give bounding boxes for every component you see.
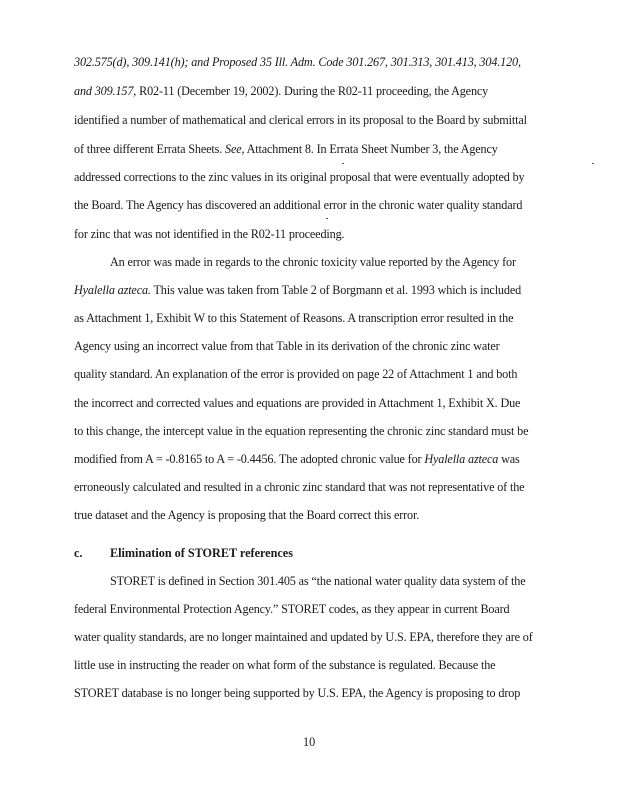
citation-italic: and 309.157, xyxy=(74,84,137,98)
paragraph-1-line-4: of three different Errata Sheets. See, Attachment 8. In Errata Sheet Number 3, the Agency xyxy=(74,142,498,156)
paragraph-3-line-4: little use in instructing the reader on what form of the substance is regulated. Because the xyxy=(74,658,496,672)
paragraph-3-line-2: federal Environmental Protection Agency.” STORET codes, as they appear in current Board xyxy=(74,602,510,616)
paragraph-2-line-4: Agency using an incorrect value from that Table in its derivation of the chronic zinc water xyxy=(74,339,500,353)
paragraph-2-line-5: quality standard. An explanation of the error is provided on page 22 of Attachment 1 and both xyxy=(74,367,518,381)
paragraph-2-line-2: Hyalella azteca. This value was taken from Table 2 of Borgmann et al. 1993 which is included xyxy=(74,283,522,297)
scan-speck xyxy=(592,163,594,164)
paragraph-2-line-6: the incorrect and corrected values and equations are provided in Attachment 1, Exhibit X. Due xyxy=(74,396,521,410)
page-number: 10 xyxy=(303,735,316,749)
paragraph-2-line-8: modified from A = -0.8165 to A = -0.4456. The adopted chronic value for Hyalella azteca was xyxy=(74,452,520,466)
paragraph-2-line-1: An error was made in regards to the chronic toxicity value reported by the Agency for xyxy=(110,255,516,269)
paragraph-2-line-3: as Attachment 1, Exhibit W to this Statement of Reasons. A transcription error resulted in the xyxy=(74,311,514,325)
paragraph-1-line-2: and 309.157, R02-11 (December 19, 2002). During the R02-11 proceeding, the Agency xyxy=(74,84,489,98)
paragraph-1-line-3: identified a number of mathematical and clerical errors in its proposal to the Board by submittal xyxy=(74,113,527,127)
paragraph-1-line-6: the Board. The Agency has discovered an additional error in the chronic water quality standard xyxy=(74,198,523,212)
paragraph-1-line-1 xyxy=(74,55,521,69)
paragraph-1-line-7: for zinc that was not identified in the R02-11 proceeding. xyxy=(74,227,345,241)
paragraph-2-line-9: erroneously calculated and resulted in a chronic zinc standard that was not representative of the xyxy=(74,480,525,494)
paragraph-3-line-5: STORET database is no longer being supported by U.S. EPA, the Agency is proposing to drop xyxy=(74,686,521,700)
paragraph-3-line-1: STORET is defined in Section 301.405 as “the national water quality data system of the xyxy=(110,574,526,588)
paragraph-2-line-7: to this change, the intercept value in the equation representing the chronic zinc standard must be xyxy=(74,424,529,438)
scan-speck xyxy=(326,218,328,219)
section-number: c. xyxy=(74,546,83,560)
citation-italic: 302.575(d), 309.141(h); and Proposed 35 Ill. Adm. Code 301.267, 301.313, 301.413, 304.120, xyxy=(74,55,521,69)
species-name-italic: Hyalella azteca xyxy=(424,452,499,466)
species-name-italic: Hyalella azteca. xyxy=(74,283,151,297)
scan-speck xyxy=(342,163,344,164)
paragraph-3-line-3: water quality standards, are no longer maintained and updated by U.S. EPA, therefore they are of xyxy=(74,630,533,644)
paragraph-2-line-10: true dataset and the Agency is proposing that the Board correct this error. xyxy=(74,508,420,522)
paragraph-1-line-5: addressed corrections to the zinc values in its original proposal that were eventually adopted by xyxy=(74,170,525,184)
section-title: Elimination of STORET references xyxy=(110,546,293,560)
